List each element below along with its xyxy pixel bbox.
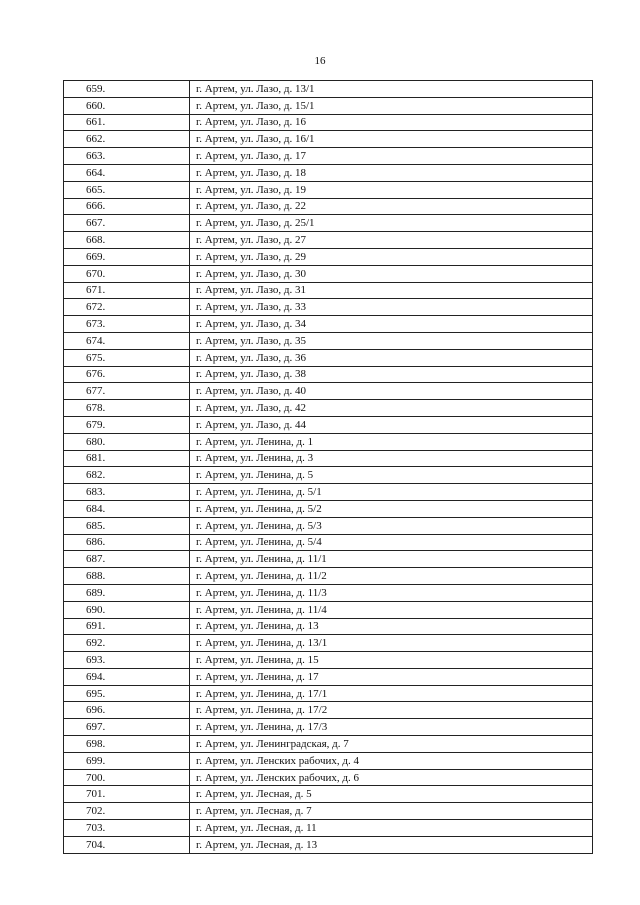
table-row [64,248,593,265]
row-number: 674. [64,332,190,349]
table-row [64,601,593,618]
row-address: г. Артем, ул. Лазо, д. 27 [190,232,593,249]
row-address: г. Артем, ул. Ленина, д. 17/1 [190,685,593,702]
table-row [64,517,593,534]
table-row [64,131,593,148]
row-number: 704. [64,836,190,853]
row-number: 673. [64,316,190,333]
row-number: 686. [64,534,190,551]
row-address: г. Артем, ул. Лазо, д. 22 [190,198,593,215]
row-number: 698. [64,736,190,753]
table-row [64,198,593,215]
table-row [64,752,593,769]
row-address: г. Артем, ул. Лазо, д. 33 [190,299,593,316]
row-address: г. Артем, ул. Лазо, д. 31 [190,282,593,299]
table-row [64,97,593,114]
row-address: г. Артем, ул. Лазо, д. 42 [190,400,593,417]
row-number: 688. [64,568,190,585]
row-address: г. Артем, ул. Лазо, д. 30 [190,265,593,282]
row-address: г. Артем, ул. Ленина, д. 15 [190,652,593,669]
row-address: г. Артем, ул. Лесная, д. 5 [190,786,593,803]
table-row [64,736,593,753]
row-number: 670. [64,265,190,282]
row-address: г. Артем, ул. Ленина, д. 11/2 [190,568,593,585]
row-number: 679. [64,416,190,433]
row-address: г. Артем, ул. Ленина, д. 1 [190,433,593,450]
row-number: 687. [64,551,190,568]
table-row [64,635,593,652]
table-row [64,164,593,181]
row-address: г. Артем, ул. Лазо, д. 19 [190,181,593,198]
row-address: г. Артем, ул. Лазо, д. 35 [190,332,593,349]
row-address: г. Артем, ул. Ленина, д. 3 [190,450,593,467]
table-row [64,652,593,669]
row-number: 700. [64,769,190,786]
row-address: г. Артем, ул. Лазо, д. 13/1 [190,81,593,98]
table-row [64,786,593,803]
row-address: г. Артем, ул. Ленских рабочих, д. 4 [190,752,593,769]
table-row [64,568,593,585]
table-row [64,299,593,316]
row-address: г. Артем, ул. Лазо, д. 38 [190,366,593,383]
row-address: г. Артем, ул. Лесная, д. 11 [190,820,593,837]
row-address: г. Артем, ул. Лазо, д. 29 [190,248,593,265]
row-number: 697. [64,719,190,736]
table-row [64,820,593,837]
table-row [64,551,593,568]
row-number: 664. [64,164,190,181]
row-address: г. Артем, ул. Ленина, д. 17/3 [190,719,593,736]
row-number: 702. [64,803,190,820]
row-number: 682. [64,467,190,484]
table-row [64,114,593,131]
table-row [64,467,593,484]
row-number: 672. [64,299,190,316]
row-address: г. Артем, ул. Ленина, д. 11/1 [190,551,593,568]
table-row [64,836,593,853]
row-address: г. Артем, ул. Ленских рабочих, д. 6 [190,769,593,786]
row-number: 703. [64,820,190,837]
table-row [64,534,593,551]
row-number: 666. [64,198,190,215]
table-row [64,803,593,820]
row-address: г. Артем, ул. Лесная, д. 13 [190,836,593,853]
table-row [64,719,593,736]
row-address: г. Артем, ул. Ленина, д. 11/4 [190,601,593,618]
row-address: г. Артем, ул. Ленинградская, д. 7 [190,736,593,753]
row-number: 669. [64,248,190,265]
table-row [64,584,593,601]
row-number: 665. [64,181,190,198]
row-number: 663. [64,148,190,165]
table-row [64,332,593,349]
row-address: г. Артем, ул. Ленина, д. 11/3 [190,584,593,601]
table-row [64,316,593,333]
table-row [64,383,593,400]
page-number: 16 [314,55,326,67]
table-row [64,81,593,98]
row-number: 676. [64,366,190,383]
row-address: г. Артем, ул. Лазо, д. 16 [190,114,593,131]
table-row [64,769,593,786]
table-row [64,366,593,383]
table-row [64,265,593,282]
table-row [64,148,593,165]
row-number: 659. [64,81,190,98]
row-address: г. Артем, ул. Ленина, д. 5/1 [190,484,593,501]
table-row [64,215,593,232]
row-number: 683. [64,484,190,501]
row-address: г. Артем, ул. Лесная, д. 7 [190,803,593,820]
row-address: г. Артем, ул. Ленина, д. 13/1 [190,635,593,652]
row-address: г. Артем, ул. Лазо, д. 40 [190,383,593,400]
row-number: 690. [64,601,190,618]
row-number: 660. [64,97,190,114]
row-number: 691. [64,618,190,635]
table-row [64,349,593,366]
row-number: 696. [64,702,190,719]
table-row [64,416,593,433]
table-row [64,618,593,635]
table-row [64,685,593,702]
row-number: 671. [64,282,190,299]
row-number: 680. [64,433,190,450]
row-address: г. Артем, ул. Ленина, д. 13 [190,618,593,635]
row-address: г. Артем, ул. Ленина, д. 5/3 [190,517,593,534]
row-address: г. Артем, ул. Лазо, д. 17 [190,148,593,165]
row-number: 668. [64,232,190,249]
row-address: г. Артем, ул. Ленина, д. 5/2 [190,500,593,517]
row-number: 675. [64,349,190,366]
row-number: 685. [64,517,190,534]
row-address: г. Артем, ул. Лазо, д. 16/1 [190,131,593,148]
row-number: 661. [64,114,190,131]
table-row [64,702,593,719]
table-row [64,232,593,249]
row-address: г. Артем, ул. Ленина, д. 5 [190,467,593,484]
row-number: 678. [64,400,190,417]
row-address: г. Артем, ул. Ленина, д. 17 [190,668,593,685]
row-number: 694. [64,668,190,685]
row-number: 681. [64,450,190,467]
table-row [64,400,593,417]
table-row [64,181,593,198]
row-address: г. Артем, ул. Ленина, д. 17/2 [190,702,593,719]
row-address: г. Артем, ул. Лазо, д. 44 [190,416,593,433]
row-address: г. Артем, ул. Лазо, д. 15/1 [190,97,593,114]
row-number: 667. [64,215,190,232]
row-number: 693. [64,652,190,669]
row-number: 662. [64,131,190,148]
row-number: 692. [64,635,190,652]
row-address: г. Артем, ул. Лазо, д. 36 [190,349,593,366]
row-number: 677. [64,383,190,400]
row-number: 695. [64,685,190,702]
row-number: 684. [64,500,190,517]
row-number: 699. [64,752,190,769]
table-row [64,282,593,299]
table-row [64,484,593,501]
row-address: г. Артем, ул. Лазо, д. 18 [190,164,593,181]
row-address: г. Артем, ул. Ленина, д. 5/4 [190,534,593,551]
address-table-body [64,81,593,854]
row-number: 701. [64,786,190,803]
row-address: г. Артем, ул. Лазо, д. 25/1 [190,215,593,232]
table-row [64,433,593,450]
table-row [64,450,593,467]
row-address: г. Артем, ул. Лазо, д. 34 [190,316,593,333]
table-row [64,668,593,685]
row-number: 689. [64,584,190,601]
address-table [63,80,593,854]
table-row [64,500,593,517]
